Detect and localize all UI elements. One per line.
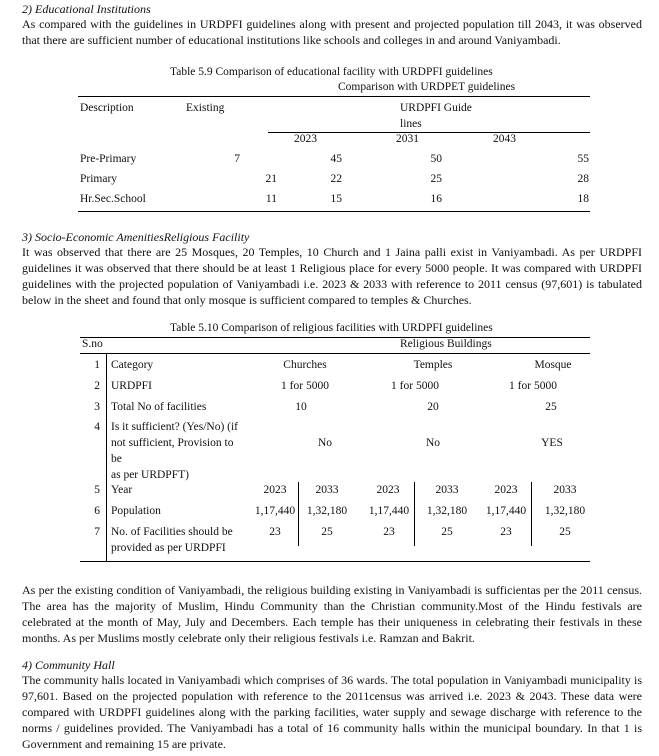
table-row-churches: 1 for 5000	[281, 380, 329, 392]
table-row-urdpfi: 15	[330, 193, 342, 205]
table-5-9-caption: Table 5.9 Comparison of educational facility with URDPFI guidelines	[170, 66, 493, 78]
table-row-no: 6	[94, 505, 100, 517]
table-row-label: No. of Facilities should be	[111, 526, 233, 538]
table-row-2031: 16	[430, 193, 442, 205]
table-row-label: Population	[111, 505, 161, 517]
table-row-2031: 25	[430, 173, 442, 185]
table-5-9-year-2023: 2023	[294, 133, 317, 145]
table-row-mosque: 25	[545, 401, 557, 413]
table-5-10-caption: Table 5.10 Comparison of religious facilities with URDPFI guidelines	[170, 322, 493, 334]
table-row-population: 1,32,180	[306, 505, 348, 517]
table-row-no: 3	[94, 401, 100, 413]
section-heading-community-hall: 4) Community Hall	[22, 658, 115, 672]
table-5-9-col-description: Description	[80, 102, 134, 114]
table-row-no: 5	[94, 484, 100, 496]
table-row-temples: 1 for 5000	[391, 380, 439, 392]
table-row-label: be	[111, 453, 122, 465]
paragraph-community-hall: The community halls located in Vaniyambadi which comprises of 36 wards. The total population in Vaniyambadi municipality is 97,601. Based on the projected population with reference to the 2011census was arrived i.e. 2023 & 2043. These data were compared with URDPFI guidelines along with the parking facilities, water supply and sewage discharge with reference to the norms / guidelines provided. The Vaniyambadi has a total of 16 community halls within the municipal boundary. In that 1 is Government and remaining 15 are private.	[22, 673, 642, 751]
table-row-no: 4	[94, 421, 100, 433]
table-row-label: URDPFI	[111, 380, 152, 392]
table-row-2023: 21	[265, 173, 277, 185]
section-heading-religious: 3) Socio-Economic AmenitiesReligious Facility	[22, 230, 250, 244]
table-row-population: 1,32,180	[426, 505, 468, 517]
table-row-desc: Hr.Sec.School	[80, 193, 146, 205]
table-5-10-top-rule	[80, 337, 590, 338]
table-row-no: 7	[94, 526, 100, 538]
table-row-label: Category	[111, 359, 154, 371]
paragraph-religious-conclusion: As per the existing condition of Vaniyambadi, the religious building existing in Vaniyambadi is sufficientas per the 2011 census. The area has the majority of Muslim, Hindu Community than the Christian community.Most of the Hindu festivals are celebrated at the month of May, July and Decembers. Each temple has their uniqueness in celebrating their festivals in these months. As per Muslims mostly celebrate only their religious festivals i.e. Ramzan and Bakrit.	[22, 583, 642, 645]
table-row-temples: No	[425, 437, 441, 449]
section-heading-educational: 2) Educational Institutions	[22, 2, 151, 16]
table-row-2043: 28	[577, 173, 589, 185]
paragraph-religious: It was observed that there are 25 Mosques, 20 Temples, 10 Church and 1 Jaina palli exist in Vaniyambadi. As per URDPFI guidelines it was observed that there should be at least 1 Religious place for every 5000 people. It was compared with URDPFI guidelines with the projected population of Vaniyambadi i.e. 2023 & 2033 with reference to 2011 census (97,601) is tabulated below in the sheet and found that only mosque is sufficient compared to temples & Churches.	[22, 245, 642, 307]
table-row-facilities: 23	[500, 526, 512, 538]
table-row-desc: Primary	[80, 173, 118, 185]
table-row-mosque: YES	[541, 437, 563, 449]
table-5-10-sno-header: S.no	[82, 338, 103, 350]
table-row-no: 2	[94, 380, 100, 392]
table-row-urdpfi: 22	[330, 173, 342, 185]
table-5-9-year-2043: 2043	[493, 133, 516, 145]
table-row-desc: Pre-Primary	[80, 153, 137, 165]
table-5-9-bottom-rule	[78, 211, 590, 212]
table-5-9-col-urdpfi-line2: lines	[400, 118, 422, 130]
table-row-temples: 20	[427, 401, 439, 413]
table-row-year: 2033	[315, 484, 339, 496]
table-row-mosque: 1 for 5000	[509, 380, 557, 392]
table-5-9-year-2031: 2031	[396, 133, 419, 145]
table-row-mosque: Mosque	[534, 359, 572, 371]
table-5-9-year-rule	[268, 132, 590, 133]
table-5-10-bottom-rule	[80, 561, 590, 562]
table-row-label: not sufficient, Provision to	[111, 437, 234, 449]
table-5-10-header-rule	[80, 353, 590, 354]
table-5-10-sno-divider	[106, 353, 107, 561]
table-row-facilities: 25	[559, 526, 571, 538]
table-row-year: 2023	[494, 484, 518, 496]
table-row-facilities: 23	[269, 526, 281, 538]
table-row-population: 1,17,440	[254, 505, 296, 517]
table-row-churches: Churches	[283, 359, 327, 371]
table-row-year: 2023	[376, 484, 400, 496]
table-5-10-group-header: Religious Buildings	[400, 338, 492, 350]
table-5-9-top-rule	[78, 96, 590, 97]
table-row-population: 1,17,440	[485, 505, 527, 517]
table-row-2023: 11	[265, 193, 277, 205]
table-row-label: Year	[111, 484, 133, 496]
table-5-9-col-urdpfi: URDPFI Guide	[400, 102, 472, 114]
table-row-population: 1,17,440	[368, 505, 410, 517]
table-row-label: Is it sufficient? (Yes/No) (if	[111, 421, 239, 433]
table-row-label: provided as per URDPFI	[111, 542, 226, 554]
table-row-temples: Temples	[413, 359, 453, 371]
table-row-population: 1,32,180	[544, 505, 586, 517]
table-row-2031: 50	[430, 153, 442, 165]
table-row-facilities: 23	[383, 526, 395, 538]
table-5-9-group-header: Comparison with URDPET guidelines	[338, 81, 516, 93]
table-row-2043: 55	[577, 153, 589, 165]
table-row-facilities: 25	[441, 526, 453, 538]
table-5-10-divider	[531, 482, 532, 546]
paragraph-educational: As compared with the guidelines in URDPFI guidelines along with present and projected population till 2043, it was observed that there are sufficient number of educational institutions like schools and colleges in and around Vaniyambadi.	[22, 17, 642, 47]
table-row-urdpfi: 45	[330, 153, 342, 165]
table-5-10-divider	[414, 482, 415, 546]
table-row-label: Total No of facilities	[111, 401, 207, 413]
table-row-churches: No	[317, 437, 333, 449]
table-row-year: 2023	[263, 484, 287, 496]
table-row-year: 2033	[435, 484, 459, 496]
table-row-facilities: 25	[321, 526, 333, 538]
table-5-10-divider	[298, 482, 299, 546]
table-5-9-col-existing: Existing	[186, 102, 225, 114]
table-row-no: 1	[94, 359, 100, 371]
table-row-churches: 10	[295, 401, 307, 413]
table-row-existing: 7	[234, 153, 240, 165]
table-row-year: 2033	[553, 484, 577, 496]
table-row-2043: 18	[577, 193, 589, 205]
table-row-label: as per URDPFT)	[111, 469, 189, 481]
